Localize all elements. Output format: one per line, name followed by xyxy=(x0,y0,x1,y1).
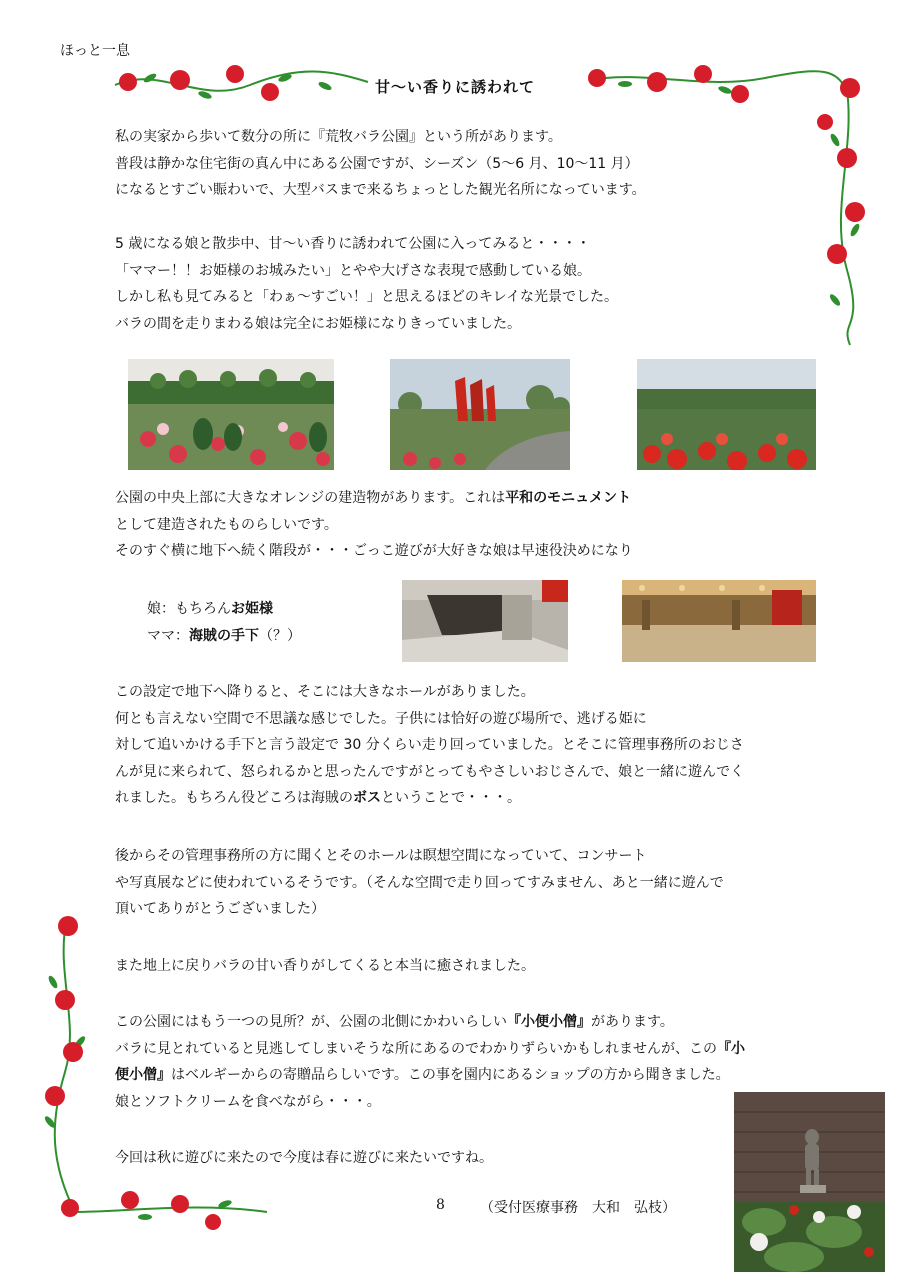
text-line: また地上に戻りバラの甘い香りがしてくると本当に癒されました。 xyxy=(115,958,535,974)
text-line xyxy=(115,785,744,812)
text-run: れました。もちろん役どころは海賊の xyxy=(115,790,353,806)
statue-name: 『小便小僧』 xyxy=(507,1014,591,1030)
manneken-pis-photo xyxy=(734,1092,885,1272)
rose-garden-photo xyxy=(128,359,334,470)
text-run: この公園にはもう一つの見所？が、公園の北側にかわいらしい xyxy=(115,1014,507,1030)
paragraph-hall xyxy=(115,679,744,812)
underground-hall-photo xyxy=(622,580,816,662)
role-daughter xyxy=(147,596,301,623)
text-run: があります。 xyxy=(591,1014,674,1030)
statue-name: 『小 xyxy=(717,1040,745,1057)
roles-block xyxy=(147,596,301,649)
role-mama xyxy=(147,623,301,650)
statue-name: 便小僧』 xyxy=(115,1067,171,1083)
text-line: 今回は秋に遊びに来たので今度は春に遊びに来たいですね。 xyxy=(115,1150,493,1166)
text-line: 私の実家から歩いて数分の所に『荒牧バラ公園』という所があります。 xyxy=(115,129,562,145)
text-line: 何とも言えない空間で不思議な感じでした。子供には恰好の遊び場所で、逃げる姫に xyxy=(115,710,647,727)
text-line xyxy=(115,1062,745,1089)
paragraph-closing xyxy=(115,1145,493,1172)
role-name: 海賊の手下 xyxy=(189,627,259,644)
article-title: 甘～い香りに誘われて xyxy=(374,78,535,96)
text-line: んが見に来られて、怒られるかと思ったんですがとってもやさしいおじさんで、娘と一緒に遊んでく xyxy=(115,763,745,780)
text-line: として建造されたものらしいです。 xyxy=(115,516,338,533)
text-line xyxy=(115,485,633,512)
rose-beds-photo xyxy=(637,359,816,470)
text-run: バラに見とれていると見逃してしまいそうな所にあるのでわかりずらいかもしれませんが、この xyxy=(115,1040,717,1057)
paragraph-intro xyxy=(115,124,646,204)
text-line: になるとすごい賑わいで、大型バスまで来るちょっとした観光名所になっています。 xyxy=(115,182,646,198)
paragraph-return xyxy=(115,953,535,980)
rose-garland-top-right xyxy=(585,60,875,350)
text-line: この設定で地下へ降りると、そこには大きなホールがありました。 xyxy=(115,684,535,700)
text-line xyxy=(115,1009,745,1036)
text-run: ママ： xyxy=(147,627,189,644)
paragraph-meditation xyxy=(115,843,724,923)
text-run: はベルギーからの寄贈品らしいです。この事を園内にあるショップの方から聞きました。 xyxy=(171,1067,730,1083)
paragraph-walk xyxy=(115,231,618,337)
page-number: 8 xyxy=(436,1197,445,1213)
text-run: （？） xyxy=(259,627,301,644)
text-line: そのすぐ横に地下へ続く階段が・・・ごっこ遊びが大好きな娘は早速役決めになり xyxy=(115,543,633,559)
monument-name: 平和のモニュメント xyxy=(505,490,632,506)
role-name: お姫様 xyxy=(231,601,273,617)
text-line: しかし私も見てみると「わぁ～すごい！」と思えるほどのキレイな光景でした。 xyxy=(115,289,619,305)
text-line: 後からその管理事務所の方に聞くとそのホールは瞑想空間になっていて、コンサート xyxy=(115,848,647,864)
paragraph-manneken xyxy=(115,1009,745,1115)
section-label: ほっと一息 xyxy=(60,43,130,59)
text-line: 「ママー！！お姫様のお城みたい」とやや大げさな表現で感動している娘。 xyxy=(115,262,591,279)
text-line: 対して追いかける手下と言う設定で 30 分くらい走り回っていました。とそこに管理事務所のおじさ xyxy=(115,737,744,753)
text-line: 5 歳になる娘と散歩中、甘～い香りに誘われて公園に入ってみると・・・・ xyxy=(115,236,591,252)
text-line: 普段は静かな住宅街の真ん中にある公園ですが、シーズン（5～6 月、10～11 月） xyxy=(115,155,639,172)
text-line: や写真展などに使われているそうです。（そんな空間で走り回ってすみません、あと一緒に遊んで xyxy=(115,874,724,891)
text-run: 公園の中央上部に大きなオレンジの建造物があります。これは xyxy=(115,490,506,506)
text-line: 娘とソフトクリームを食べながら・・・。 xyxy=(115,1093,381,1110)
monument-photo xyxy=(390,359,570,470)
text-line: バラの間を走りまわる娘は完全にお姫様になりきっていました。 xyxy=(115,315,521,332)
text-run: ということで・・・。 xyxy=(381,790,521,806)
underground-stairs-photo xyxy=(402,580,568,662)
text-line: 頂いてありがとうございました） xyxy=(115,901,325,917)
text-line xyxy=(115,1036,745,1063)
text-run: 娘：もちろん xyxy=(147,601,231,617)
boss-label: ボス xyxy=(353,790,381,806)
author-credit: （受付医療事務 大和 弘枝） xyxy=(480,1200,676,1216)
paragraph-monument xyxy=(115,485,633,565)
